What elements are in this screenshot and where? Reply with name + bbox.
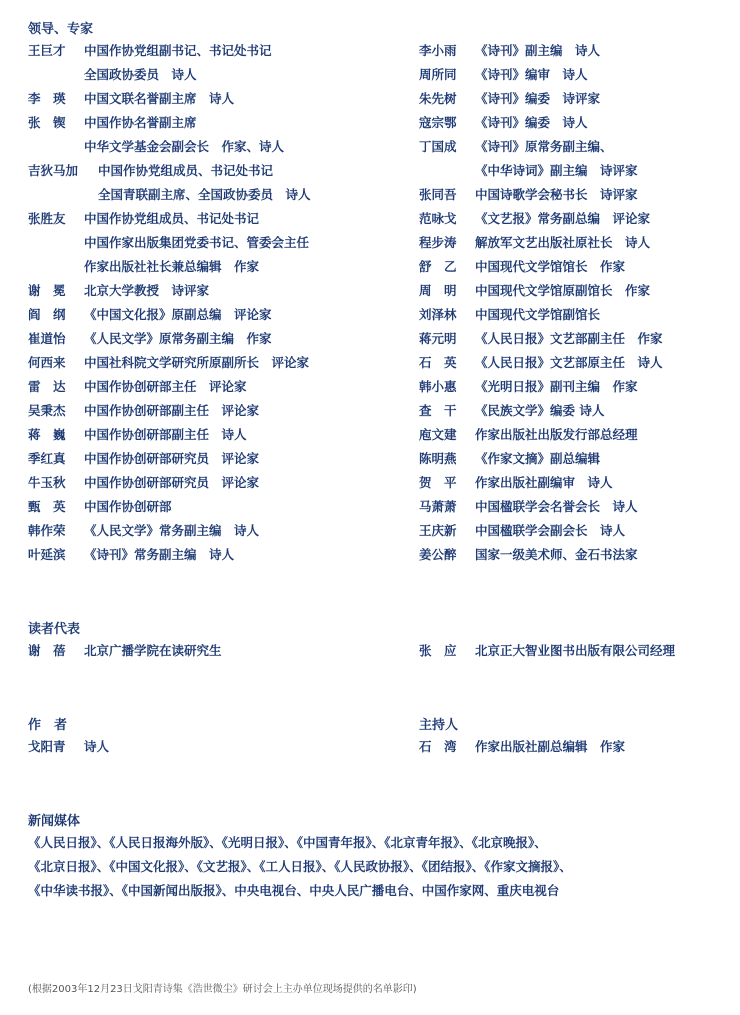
person-name: 张 锲 (28, 115, 66, 130)
person-title: 《诗刊》编审 诗人 (475, 67, 588, 82)
person-row (419, 234, 740, 258)
person-title: 《人民日报》文艺部副主任 作家 (475, 331, 663, 346)
reader-desc: 北京正大智业图书出版有限公司经理 (475, 643, 676, 658)
person-row (28, 450, 358, 474)
person-title: 《诗刊》常务副主编 诗人 (84, 547, 235, 562)
person-title: 作家出版社社长兼总编辑 作家 (84, 259, 260, 274)
person-row (419, 210, 740, 234)
person-name: 范咏戈 (419, 211, 457, 226)
person-row (28, 42, 358, 66)
person-row (28, 330, 358, 354)
reader-name: 张 应 (419, 643, 457, 658)
person-name: 蒋元明 (419, 331, 457, 346)
reader-entry-left (28, 642, 222, 660)
section-title-author: 作 者 (28, 718, 68, 733)
person-row (419, 450, 740, 474)
person-row (28, 522, 358, 546)
person-row (419, 90, 740, 114)
person-row (419, 522, 740, 546)
person-title: 中国作协创研部研究员 评论家 (84, 451, 260, 466)
person-title: 中国作家出版集团党委书记、管委会主任 (84, 235, 310, 250)
author-desc: 诗人 (84, 739, 110, 754)
person-title: 《民族文学》编委 诗人 (475, 403, 605, 418)
person-title: 《中国文化报》原副总编 评论家 (84, 307, 272, 322)
media-line: 《人民日报》、《人民日报海外版》、《光明日报》、《中国青年报》、《北京青年报》、《北京晚报》、 (28, 835, 547, 850)
person-title: 《诗刊》原常务副主编、 (475, 139, 613, 154)
person-row (28, 138, 358, 162)
person-title: 中国诗歌学会秘书长 诗评家 (475, 187, 638, 202)
person-row (419, 258, 740, 282)
person-row (419, 330, 740, 354)
person-title: 中国作协党组成员、书记处书记 (98, 163, 274, 178)
person-row (419, 354, 740, 378)
reader-entry-right (419, 642, 675, 660)
person-name: 舒 乙 (419, 259, 457, 274)
person-name: 季红真 (28, 451, 66, 466)
person-title: 中国作协名誉副主席 (84, 115, 197, 130)
section-title-host: 主持人 (419, 718, 459, 733)
person-row (28, 546, 358, 570)
person-row (28, 162, 358, 186)
person-row (28, 474, 358, 498)
person-title: 中国作协党组成员、书记处书记 (84, 211, 260, 226)
person-title: 《人民文学》原常务副主编 作家 (84, 331, 272, 346)
person-title: 中国社科院文学研究所原副所长 评论家 (84, 355, 310, 370)
reader-name: 谢 蓓 (28, 643, 66, 658)
person-title: 中国文联名誉副主席 诗人 (84, 91, 235, 106)
person-row (419, 162, 740, 186)
section-title-readers: 读者代表 (28, 622, 81, 637)
person-title: 中国现代文学馆馆长 作家 (475, 259, 626, 274)
person-title: 《人民日报》文艺部原主任 诗人 (475, 355, 663, 370)
person-title: 中国作协创研部 (84, 499, 172, 514)
media-list (28, 834, 728, 906)
leaders-right-column (419, 42, 740, 570)
person-title: 《诗刊》编委 诗人 (475, 115, 588, 130)
person-row (28, 210, 358, 234)
person-title: 中国作协创研部主任 评论家 (84, 379, 247, 394)
person-row (28, 66, 358, 90)
person-row (28, 378, 358, 402)
person-row (28, 114, 358, 138)
person-title: 中华文学基金会副会长 作家、诗人 (84, 139, 285, 154)
person-name: 蒋 巍 (28, 427, 66, 442)
person-title: 《光明日报》副刊主编 作家 (475, 379, 638, 394)
author-entry (28, 738, 109, 756)
author-name: 戈阳青 (28, 739, 66, 754)
person-title: 《人民文学》常务副主编 诗人 (84, 523, 260, 538)
person-row (28, 186, 358, 210)
person-name: 贺 平 (419, 475, 457, 490)
person-row (419, 114, 740, 138)
person-title: 《中华诗词》副主编 诗评家 (475, 163, 638, 178)
person-title: 全国政协委员 诗人 (84, 67, 197, 82)
person-row (28, 282, 358, 306)
person-name: 张胜友 (28, 211, 66, 226)
person-name: 石 英 (419, 355, 457, 370)
person-row (419, 378, 740, 402)
person-title: 作家出版社副编审 诗人 (475, 475, 613, 490)
person-name: 张同吾 (419, 187, 457, 202)
person-name: 崔道怡 (28, 331, 66, 346)
person-name: 李小雨 (419, 43, 457, 58)
person-row (419, 42, 740, 66)
person-name: 雷 达 (28, 379, 66, 394)
person-row (419, 426, 740, 450)
person-row (28, 258, 358, 282)
person-title: 中国现代文学馆副馆长 (475, 307, 601, 322)
person-row (28, 306, 358, 330)
person-row (419, 474, 740, 498)
person-row (419, 498, 740, 522)
source-footnote: (根据2003年12月23日戈阳青诗集《浩世微尘》研讨会上主办单位现场提供的名单影印) (28, 984, 417, 995)
person-row (28, 402, 358, 426)
person-name: 周 明 (419, 283, 457, 298)
person-row (419, 306, 740, 330)
person-row (28, 234, 358, 258)
host-entry (419, 738, 625, 756)
reader-desc: 北京广播学院在读研究生 (84, 643, 222, 658)
person-name: 甄 英 (28, 499, 66, 514)
person-name: 王巨才 (28, 43, 66, 58)
person-name: 王庆新 (419, 523, 457, 538)
person-name: 韩作荣 (28, 523, 66, 538)
person-name: 查 干 (419, 403, 457, 418)
person-name: 姜公醉 (419, 547, 457, 562)
media-line: 《中华读书报》、《中国新闻出版报》、中央电视台、中央人民广播电台、中国作家网、重庆电视台 (28, 883, 560, 898)
person-name: 刘泽林 (419, 307, 457, 322)
person-name: 李 瑛 (28, 91, 66, 106)
person-title: 全国青联副主席、全国政协委员 诗人 (98, 187, 311, 202)
person-title: 《作家文摘》副总编辑 (475, 451, 601, 466)
person-row (419, 402, 740, 426)
section-title-leaders: 领导、专家 (28, 22, 94, 37)
person-name: 丁国成 (419, 139, 457, 154)
person-title: 作家出版社出版发行部总经理 (475, 427, 638, 442)
person-row (419, 546, 740, 570)
person-row (28, 426, 358, 450)
person-name: 寇宗鄂 (419, 115, 457, 130)
person-name: 朱先树 (419, 91, 457, 106)
person-name: 韩小惠 (419, 379, 457, 394)
person-name: 吉狄马加 (28, 163, 79, 178)
person-row (28, 498, 358, 522)
person-row (28, 90, 358, 114)
person-title: 国家一级美术师、金石书法家 (475, 547, 638, 562)
person-row (419, 66, 740, 90)
person-title: 中国作协创研部副主任 评论家 (84, 403, 260, 418)
person-title: 北京大学教授 诗评家 (84, 283, 210, 298)
person-title: 解放军文艺出版社原社长 诗人 (475, 235, 651, 250)
person-name: 陈明燕 (419, 451, 457, 466)
person-title: 《诗刊》编委 诗评家 (475, 91, 601, 106)
person-row (419, 186, 740, 210)
leaders-left-column (28, 42, 358, 570)
person-row (419, 282, 740, 306)
person-title: 中国作协创研部副主任 诗人 (84, 427, 247, 442)
person-title: 《诗刊》副主编 诗人 (475, 43, 601, 58)
media-line: 《北京日报》、《中国文化报》、《文艺报》、《工人日报》、《人民政协报》、《团结报》、《作家文摘报》、 (28, 859, 572, 874)
person-name: 叶延滨 (28, 547, 66, 562)
person-title: 中国作协党组副书记、书记处书记 (84, 43, 272, 58)
person-name: 程步涛 (419, 235, 457, 250)
person-name: 阎 纲 (28, 307, 66, 322)
person-title: 中国现代文学馆原副馆长 作家 (475, 283, 651, 298)
person-name: 何西来 (28, 355, 66, 370)
person-name: 谢 冕 (28, 283, 66, 298)
host-name: 石 湾 (419, 739, 457, 754)
person-title: 中国楹联学会副会长 诗人 (475, 523, 626, 538)
person-row (419, 138, 740, 162)
person-name: 庖文建 (419, 427, 457, 442)
host-desc: 作家出版社副总编辑 作家 (475, 739, 626, 754)
person-name: 牛玉秋 (28, 475, 66, 490)
person-title: 中国楹联学会名誉会长 诗人 (475, 499, 638, 514)
person-name: 马萧萧 (419, 499, 457, 514)
person-name: 吴秉杰 (28, 403, 66, 418)
person-title: 中国作协创研部研究员 评论家 (84, 475, 260, 490)
person-title: 《文艺报》常务副总编 评论家 (475, 211, 651, 226)
person-row (28, 354, 358, 378)
person-name: 周所同 (419, 67, 457, 82)
section-title-media: 新闻媒体 (28, 814, 81, 829)
